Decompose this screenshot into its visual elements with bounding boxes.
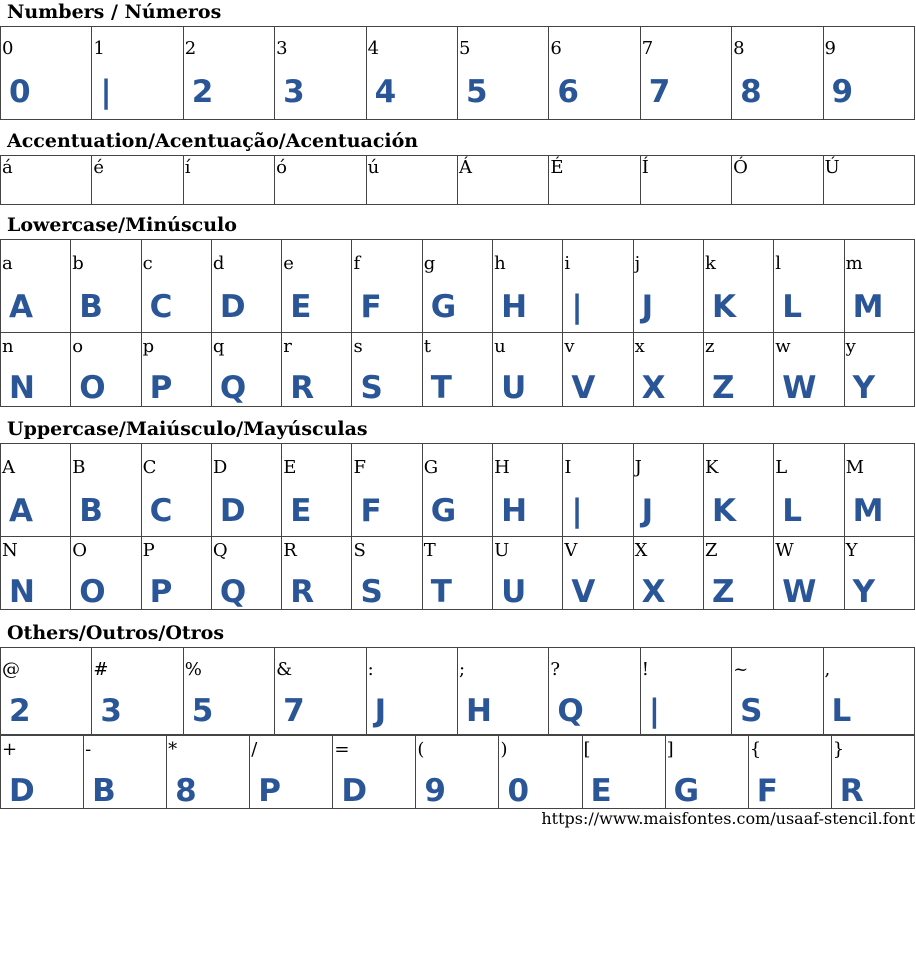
stencil-glyph-sample: 5: [191, 693, 214, 729]
character-label: u: [494, 336, 506, 357]
glyph-row: [1, 444, 915, 537]
stencil-glyph-sample: R: [290, 370, 315, 406]
glyph-cell: [732, 27, 823, 120]
character-label: S: [353, 540, 366, 561]
glyph-cell: [422, 444, 492, 537]
section-title-uppercase: Uppercase/Maiúsculo/Mayúsculas: [7, 418, 368, 440]
glyph-row: [1, 156, 915, 205]
character-label: t: [423, 336, 432, 357]
others-grid-row-2: [0, 735, 915, 809]
stencil-glyph-sample: 6: [557, 74, 579, 110]
stencil-glyph-sample: L: [831, 693, 852, 729]
glyph-cell: [211, 444, 281, 537]
glyph-cell: [422, 537, 492, 610]
stencil-glyph-sample: B: [79, 289, 103, 325]
character-label: I: [564, 457, 572, 478]
stencil-glyph-sample: B: [79, 493, 103, 529]
character-label: ;: [458, 659, 466, 680]
character-label: á: [2, 157, 13, 178]
glyph-cell: [92, 648, 183, 735]
character-label: ]: [666, 739, 674, 760]
stencil-glyph-sample: N: [9, 370, 35, 406]
stencil-glyph-sample: M: [852, 493, 884, 529]
character-label: O: [72, 540, 88, 561]
stencil-glyph-sample: 2: [9, 693, 31, 729]
glyph-cell: [831, 736, 914, 809]
glyph-cell: [549, 156, 640, 205]
character-label: N: [2, 540, 18, 561]
section-title-others: Others/Outros/Otros: [7, 622, 225, 644]
stencil-glyph-sample: H: [501, 493, 528, 529]
glyph-cell: [774, 537, 844, 610]
stencil-glyph-sample: M: [852, 289, 884, 325]
character-label: 6: [550, 38, 562, 59]
stencil-glyph-sample: V: [571, 370, 596, 406]
glyph-cell: [211, 537, 281, 610]
character-label: Ó: [733, 157, 748, 178]
character-label: m: [845, 253, 863, 274]
character-label: X: [634, 540, 648, 561]
character-label: E: [283, 457, 297, 478]
stencil-glyph-sample: C: [149, 493, 173, 529]
glyph-cell: [844, 333, 914, 407]
stencil-glyph-sample: H: [501, 289, 528, 325]
glyph-cell: [92, 27, 183, 120]
glyph-cell: [282, 333, 352, 407]
glyph-cell: [71, 537, 141, 610]
stencil-glyph-sample: U: [501, 574, 527, 610]
section-title-lowercase: Lowercase/Minúsculo: [7, 214, 237, 236]
glyph-cell: [141, 537, 211, 610]
character-label: #: [93, 659, 109, 680]
glyph-cell: [366, 648, 457, 735]
character-label: d: [212, 253, 225, 274]
character-label: Í: [641, 157, 649, 178]
stencil-glyph-sample: Z: [711, 574, 735, 610]
glyph-cell: [703, 444, 773, 537]
character-label: U: [494, 540, 510, 561]
character-label: s: [353, 336, 363, 357]
section-title-numbers: Numbers / Números: [7, 1, 222, 23]
glyph-cell: [282, 537, 352, 610]
character-label: ?: [550, 659, 560, 680]
glyph-cell: [366, 27, 457, 120]
stencil-glyph-sample: 4: [374, 74, 397, 110]
glyph-cell: [275, 27, 366, 120]
glyph-cell: [774, 333, 844, 407]
glyph-cell: [352, 240, 422, 333]
stencil-glyph-sample: 2: [191, 74, 214, 110]
stencil-glyph-sample: 9: [424, 773, 446, 809]
glyph-cell: [250, 736, 333, 809]
glyph-cell: [703, 333, 773, 407]
stencil-glyph-sample: J: [641, 493, 654, 529]
glyph-cell: [633, 537, 703, 610]
character-label: g: [423, 253, 436, 274]
character-label: Á: [458, 157, 472, 178]
glyph-cell: [1, 156, 92, 205]
character-label: i: [564, 253, 571, 274]
glyph-cell: [211, 333, 281, 407]
stencil-glyph-sample: F: [756, 773, 778, 809]
stencil-glyph-sample: Z: [711, 370, 735, 406]
character-label: +: [2, 739, 18, 760]
stencil-glyph-sample: W: [782, 370, 817, 406]
glyph-row: [1, 736, 915, 809]
character-label: 5: [458, 38, 471, 59]
glyph-cell: [703, 537, 773, 610]
character-label: !: [641, 659, 649, 680]
character-label: o: [72, 336, 84, 357]
stencil-glyph-sample: O: [79, 574, 106, 610]
stencil-glyph-sample: J: [641, 289, 654, 325]
stencil-glyph-sample: F: [360, 493, 382, 529]
character-label: V: [564, 540, 578, 561]
character-label: Y: [845, 540, 858, 561]
others-grid-row-1: [0, 647, 915, 735]
character-label: /: [251, 739, 258, 760]
glyph-cell: [1, 27, 92, 120]
glyph-row: [1, 648, 915, 735]
glyph-cell: [633, 444, 703, 537]
stencil-glyph-sample: D: [9, 773, 35, 809]
character-label: A: [2, 457, 15, 478]
stencil-glyph-sample: E: [290, 493, 312, 529]
glyph-cell: [844, 537, 914, 610]
character-label: z: [704, 336, 715, 357]
glyph-cell: [84, 736, 167, 809]
glyph-cell: [282, 240, 352, 333]
glyph-cell: [703, 240, 773, 333]
glyph-cell: [141, 240, 211, 333]
stencil-glyph-sample: C: [149, 289, 173, 325]
character-label: c: [142, 253, 153, 274]
numbers-grid: [0, 26, 915, 120]
character-label: -: [85, 739, 92, 760]
glyph-cell: [457, 156, 548, 205]
character-label: C: [142, 457, 157, 478]
character-label: ó: [276, 157, 288, 178]
stencil-glyph-sample: |: [571, 289, 583, 325]
stencil-glyph-sample: B: [92, 773, 116, 809]
glyph-cell: [499, 736, 582, 809]
stencil-glyph-sample: 0: [507, 773, 530, 809]
character-label: 2: [184, 38, 197, 59]
stencil-glyph-sample: P: [258, 773, 281, 809]
glyph-cell: [1, 444, 71, 537]
stencil-glyph-sample: N: [9, 574, 35, 610]
glyph-cell: [844, 444, 914, 537]
stencil-glyph-sample: D: [341, 773, 368, 809]
glyph-cell: [640, 156, 731, 205]
character-label: e: [283, 253, 294, 274]
character-label: í: [184, 157, 191, 178]
glyph-cell: [493, 333, 563, 407]
stencil-glyph-sample: F: [360, 289, 382, 325]
character-label: }: [832, 739, 845, 760]
character-label: f: [353, 253, 361, 274]
glyph-cell: [493, 537, 563, 610]
character-label: É: [550, 157, 564, 178]
glyph-cell: [1, 648, 92, 735]
glyph-cell: [352, 537, 422, 610]
character-label: ,: [824, 659, 831, 680]
stencil-glyph-sample: 3: [100, 693, 122, 729]
character-label: ~: [733, 659, 749, 680]
stencil-glyph-sample: |: [571, 493, 583, 529]
glyph-cell: [823, 27, 914, 120]
glyph-cell: [1, 333, 71, 407]
stencil-glyph-sample: S: [360, 574, 383, 610]
glyph-cell: [563, 240, 633, 333]
character-label: D: [212, 457, 228, 478]
stencil-glyph-sample: 7: [283, 693, 305, 729]
stencil-glyph-sample: W: [782, 574, 817, 610]
character-label: a: [2, 253, 13, 274]
stencil-glyph-sample: D: [219, 289, 246, 325]
character-label: h: [494, 253, 506, 274]
character-label: *: [168, 739, 178, 760]
section-title-accentuation: Accentuation/Acentuação/Acentuación: [7, 130, 419, 152]
glyph-cell: [774, 444, 844, 537]
glyph-row: [1, 537, 915, 610]
character-label: 8: [733, 38, 745, 59]
glyph-cell: [748, 736, 831, 809]
glyph-cell: [416, 736, 499, 809]
stencil-glyph-sample: V: [571, 574, 596, 610]
uppercase-grid: [0, 443, 915, 610]
character-label: 4: [367, 38, 380, 59]
source-url: https://www.maisfontes.com/usaaf-stencil.font: [541, 809, 915, 828]
character-label: G: [423, 457, 439, 478]
stencil-glyph-sample: K: [711, 493, 736, 529]
character-label: 3: [276, 38, 288, 59]
glyph-cell: [823, 156, 914, 205]
glyph-cell: [211, 240, 281, 333]
glyph-cell: [333, 736, 416, 809]
stencil-glyph-sample: 0: [9, 74, 31, 110]
stencil-glyph-sample: Y: [852, 574, 876, 610]
character-label: H: [494, 457, 510, 478]
stencil-glyph-sample: Q: [557, 693, 584, 729]
character-label: 1: [93, 38, 105, 59]
stencil-glyph-sample: O: [79, 370, 106, 406]
stencil-glyph-sample: 9: [831, 74, 854, 110]
character-label: w: [775, 336, 791, 357]
stencil-glyph-sample: Q: [219, 370, 247, 406]
glyph-cell: [71, 240, 141, 333]
glyph-cell: [352, 333, 422, 407]
glyph-cell: [563, 444, 633, 537]
stencil-glyph-sample: 5: [465, 74, 488, 110]
stencil-glyph-sample: T: [430, 574, 452, 610]
stencil-glyph-sample: X: [641, 370, 666, 406]
stencil-glyph-sample: |: [100, 74, 112, 110]
stencil-glyph-sample: G: [430, 493, 457, 529]
glyph-cell: [549, 648, 640, 735]
stencil-glyph-sample: 8: [740, 74, 762, 110]
glyph-cell: [633, 240, 703, 333]
character-label: [: [583, 739, 591, 760]
glyph-cell: [640, 648, 731, 735]
stencil-glyph-sample: U: [501, 370, 527, 406]
glyph-cell: [366, 156, 457, 205]
glyph-cell: [141, 444, 211, 537]
glyph-cell: [92, 156, 183, 205]
character-label: 9: [824, 38, 836, 59]
stencil-glyph-sample: S: [360, 370, 383, 406]
character-label: 7: [641, 38, 654, 59]
glyph-cell: [563, 333, 633, 407]
character-label: {: [749, 739, 762, 760]
character-label: b: [72, 253, 84, 274]
character-label: y: [845, 336, 856, 357]
glyph-cell: [71, 444, 141, 537]
glyph-cell: [1, 537, 71, 610]
glyph-cell: [457, 648, 548, 735]
glyph-cell: [167, 736, 250, 809]
glyph-cell: [493, 240, 563, 333]
stencil-glyph-sample: 8: [175, 773, 197, 809]
glyph-row: [1, 333, 915, 407]
glyph-cell: [183, 156, 274, 205]
character-label: q: [212, 336, 225, 357]
stencil-glyph-sample: K: [711, 289, 736, 325]
glyph-row: [1, 240, 915, 333]
glyph-cell: [422, 240, 492, 333]
character-label: L: [775, 457, 788, 478]
stencil-glyph-sample: A: [9, 493, 33, 529]
glyph-cell: [823, 648, 914, 735]
character-label: x: [634, 336, 645, 357]
glyph-cell: [1, 736, 84, 809]
character-label: Ú: [824, 157, 840, 178]
stencil-glyph-sample: X: [641, 574, 666, 610]
character-label: j: [634, 253, 641, 274]
character-label: F: [353, 457, 366, 478]
character-label: ú: [367, 157, 380, 178]
stencil-glyph-sample: R: [839, 773, 864, 809]
glyph-cell: [183, 27, 274, 120]
character-label: M: [845, 457, 864, 478]
stencil-glyph-sample: Q: [219, 574, 247, 610]
character-label: k: [704, 253, 716, 274]
character-label: p: [142, 336, 155, 357]
character-label: v: [564, 336, 575, 357]
stencil-glyph-sample: D: [219, 493, 246, 529]
glyph-cell: [633, 333, 703, 407]
accentuation-grid: [0, 155, 915, 205]
character-label: l: [775, 253, 782, 274]
character-label: P: [142, 540, 155, 561]
glyph-cell: [141, 333, 211, 407]
stencil-glyph-sample: 3: [283, 74, 305, 110]
glyph-cell: [183, 648, 274, 735]
glyph-cell: [422, 333, 492, 407]
glyph-cell: [352, 444, 422, 537]
character-label: T: [423, 540, 436, 561]
character-label: @: [2, 659, 20, 680]
glyph-cell: [640, 27, 731, 120]
stencil-glyph-sample: T: [430, 370, 452, 406]
character-label: 0: [2, 38, 14, 59]
glyph-cell: [457, 27, 548, 120]
character-label: é: [93, 157, 105, 178]
character-label: Q: [212, 540, 228, 561]
stencil-glyph-sample: R: [290, 574, 315, 610]
stencil-glyph-sample: Y: [852, 370, 876, 406]
stencil-glyph-sample: P: [149, 370, 173, 406]
stencil-glyph-sample: J: [374, 693, 387, 729]
character-label: &: [276, 659, 293, 680]
glyph-cell: [732, 156, 823, 205]
glyph-cell: [71, 333, 141, 407]
glyph-cell: [774, 240, 844, 333]
character-label: B: [72, 457, 86, 478]
stencil-glyph-sample: S: [740, 693, 763, 729]
stencil-glyph-sample: P: [149, 574, 173, 610]
stencil-glyph-sample: E: [290, 289, 312, 325]
glyph-cell: [563, 537, 633, 610]
character-label: J: [634, 457, 642, 478]
character-label: :: [367, 659, 374, 680]
glyph-cell: [275, 648, 366, 735]
glyph-cell: [549, 27, 640, 120]
character-label: K: [704, 457, 719, 478]
glyph-cell: [844, 240, 914, 333]
stencil-glyph-sample: |: [648, 693, 661, 729]
glyph-row: [1, 27, 915, 120]
stencil-glyph-sample: L: [782, 289, 803, 325]
stencil-glyph-sample: A: [9, 289, 33, 325]
character-label: =: [334, 739, 350, 760]
glyph-cell: [665, 736, 748, 809]
glyph-cell: [582, 736, 665, 809]
glyph-cell: [275, 156, 366, 205]
glyph-cell: [1, 240, 71, 333]
glyph-cell: [493, 444, 563, 537]
stencil-glyph-sample: G: [430, 289, 457, 325]
stencil-glyph-sample: L: [782, 493, 803, 529]
character-label: n: [2, 336, 14, 357]
stencil-glyph-sample: E: [590, 773, 612, 809]
character-label: W: [775, 540, 794, 561]
glyph-cell: [732, 648, 823, 735]
character-label: Z: [704, 540, 718, 561]
character-label: ): [500, 739, 508, 760]
character-label: r: [283, 336, 292, 357]
character-label: %: [184, 659, 202, 680]
glyph-cell: [282, 444, 352, 537]
lowercase-grid: [0, 239, 915, 407]
stencil-glyph-sample: H: [465, 693, 492, 729]
character-label: (: [417, 739, 425, 760]
stencil-glyph-sample: 7: [648, 74, 671, 110]
character-label: R: [283, 540, 297, 561]
stencil-glyph-sample: G: [673, 773, 700, 809]
